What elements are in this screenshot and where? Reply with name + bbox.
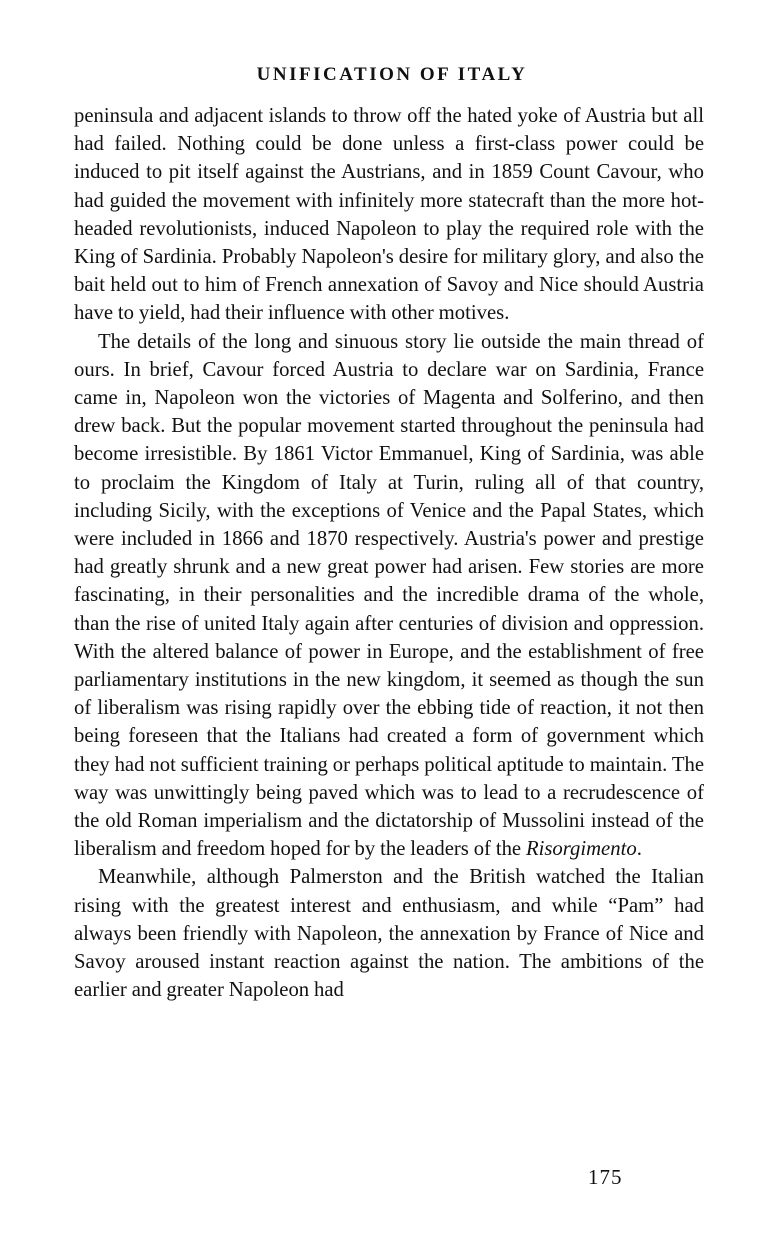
running-head: UNIFICATION OF ITALY — [256, 64, 528, 85]
paragraph-3 — [74, 863, 704, 1004]
book-page — [74, 62, 704, 1005]
risorgimento-italic: Risorgimento — [525, 838, 637, 861]
paragraph-2 — [74, 328, 704, 864]
paragraph-3-text: Meanwhile, although Palmerston and the British watched the Italian rising with the greatest interest and enthusiasm, and while “Pam” had always been friendly with Napoleon, the annexation by France of Nice and Savoy aroused instant reaction against the nation. The ambitions of the earlier and greater Napoleon had — [74, 866, 704, 1002]
paragraph-1 — [74, 102, 704, 328]
paragraph-2-end: . — [636, 838, 642, 861]
paragraph-1-text: peninsula and adjacent islands to throw off the hated yoke of Austria but all had failed. Nothing could be done unless a first-class power could be induced to pit itself against the Austrians, and in 1859 Count Cavour, who had guided the movement with infinitely more statecraft than the more hot-headed revolutionists, induced Napoleon to play the required role with the King of Sardinia. Probably Napoleon's desire for military glory, and also the bait held out to him of French annexation of Savoy and Nice should Austria have to yield, had their influence with other motives. — [74, 105, 704, 325]
page-number: 175 — [588, 1165, 623, 1189]
paragraph-2-text: The details of the long and sinuous story lie outside the main thread of ours. In brief, Cavour forced Austria to declare war on Sardinia, France came in, Napoleon won the victories of Magenta and Solferino, and then drew back. But the popular movement started throughout the peninsula had become irresistible. By 1861 Victor Emmanuel, King of Sardinia, was able to proclaim the Kingdom of Italy at Turin, ruling all of that country, including Sicily, with the exceptions of Venice and the Papal States, which were included in 1866 and 1870 respectively. Austria's power and prestige had greatly shrunk and a new great power had arisen. Few stories are more fascinating, in their personalities and the incredible drama of the whole, than the rise of united Italy again after centuries of division and oppression. With the altered balance of power in Europe, and the establishment of free parliamentary institutions in the new kingdom, it seemed as though the sun of liberalism was rising rapidly over the ebbing tide of reaction, it not then being foreseen that the Italians had created a form of government which they had not sufficient training or perhaps political aptitude to maintain. The way was unwittingly being paved which was to lead to a recrudescence of the old Roman imperialism and the dictatorship of Mussolini instead of the liberalism and freedom hoped for by the leaders of the — [74, 330, 704, 861]
body-text — [74, 102, 704, 1005]
